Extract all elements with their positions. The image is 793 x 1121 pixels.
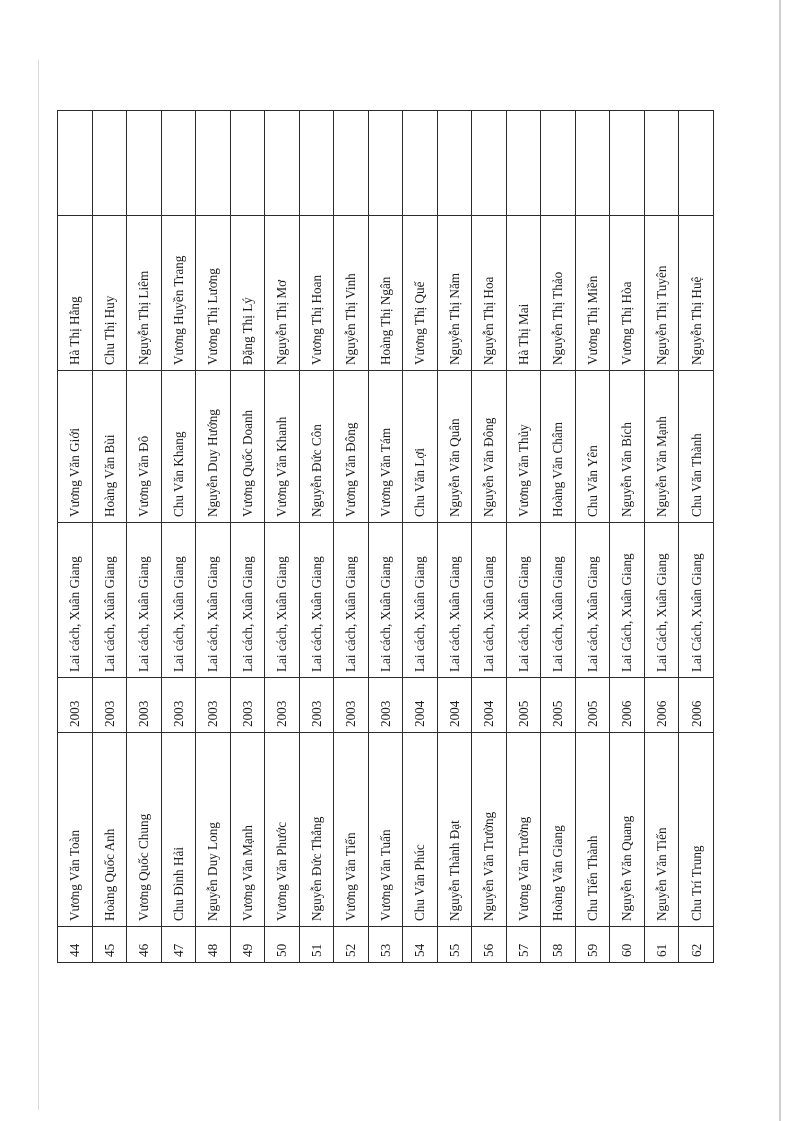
mother-name-cell: Nguyễn Thị Tuyên bbox=[644, 216, 679, 371]
address-cell: Lai cách, Xuân Giang bbox=[403, 523, 438, 678]
mother-name-cell: Vương Thị Hoan bbox=[299, 216, 334, 371]
full-name-cell: Nguyễn Văn Trường bbox=[472, 733, 507, 927]
note-cell bbox=[58, 111, 93, 216]
address-cell: Lai cách, Xuân Giang bbox=[161, 523, 196, 678]
full-name-cell: Vương Văn Tuấn bbox=[368, 733, 403, 927]
father-name-cell: Vương Văn Đông bbox=[334, 371, 369, 523]
row-number-cell: 61 bbox=[644, 927, 679, 963]
address-cell: Lai Cách, Xuân Giang bbox=[679, 523, 714, 678]
birth-year-cell: 2006 bbox=[679, 678, 714, 733]
full-name-cell: Chu Đình Hải bbox=[161, 733, 196, 927]
row-number-cell: 58 bbox=[541, 927, 576, 963]
father-name-cell: Nguyễn Văn Bích bbox=[610, 371, 645, 523]
table-row bbox=[265, 111, 300, 963]
birth-year-cell: 2003 bbox=[161, 678, 196, 733]
table-row bbox=[334, 111, 369, 963]
mother-name-cell: Nguyễn Thị Vinh bbox=[334, 216, 369, 371]
address-cell: Lai Cách, Xuân Giang bbox=[610, 523, 645, 678]
table-row bbox=[610, 111, 645, 963]
address-cell: Lai cách, Xuân Giang bbox=[437, 523, 472, 678]
address-cell: Lai cách, Xuân Giang bbox=[575, 523, 610, 678]
full-name-cell: Vương Văn Tiến bbox=[334, 733, 369, 927]
father-name-cell: Nguyễn Văn Đông bbox=[472, 371, 507, 523]
roster-table bbox=[57, 110, 714, 963]
full-name-cell: Chu Tiến Thành bbox=[575, 733, 610, 927]
table-row bbox=[196, 111, 231, 963]
row-number-cell: 60 bbox=[610, 927, 645, 963]
row-number-cell: 54 bbox=[403, 927, 438, 963]
table-row bbox=[437, 111, 472, 963]
birth-year-cell: 2006 bbox=[610, 678, 645, 733]
note-cell bbox=[541, 111, 576, 216]
note-cell bbox=[368, 111, 403, 216]
full-name-cell: Chu Trí Trung bbox=[679, 733, 714, 927]
mother-name-cell: Nguyễn Thị Huệ bbox=[679, 216, 714, 371]
table-row bbox=[403, 111, 438, 963]
table-row bbox=[127, 111, 162, 963]
mother-name-cell: Vương Thị Hòa bbox=[610, 216, 645, 371]
father-name-cell: Hoàng Văn Châm bbox=[541, 371, 576, 523]
birth-year-cell: 2004 bbox=[403, 678, 438, 733]
table-row bbox=[299, 111, 334, 963]
mother-name-cell: Vương Thị Miền bbox=[575, 216, 610, 371]
father-name-cell: Chu Văn Khang bbox=[161, 371, 196, 523]
address-cell: Lai cách, Xuân Giang bbox=[58, 523, 93, 678]
table-row bbox=[644, 111, 679, 963]
row-number-cell: 55 bbox=[437, 927, 472, 963]
table-row bbox=[58, 111, 93, 963]
table-row bbox=[541, 111, 576, 963]
mother-name-cell: Nguyễn Thị Thảo bbox=[541, 216, 576, 371]
note-cell bbox=[299, 111, 334, 216]
mother-name-cell: Hoàng Thị Ngân bbox=[368, 216, 403, 371]
address-cell: Lai cách, Xuân Giang bbox=[196, 523, 231, 678]
full-name-cell: Vương Văn Trường bbox=[506, 733, 541, 927]
father-name-cell: Nguyễn Văn Mạnh bbox=[644, 371, 679, 523]
note-cell bbox=[265, 111, 300, 216]
father-name-cell: Vương Văn Thủy bbox=[506, 371, 541, 523]
row-number-cell: 47 bbox=[161, 927, 196, 963]
table-row bbox=[472, 111, 507, 963]
birth-year-cell: 2003 bbox=[368, 678, 403, 733]
father-name-cell: Nguyễn Duy Hướng bbox=[196, 371, 231, 523]
table-row bbox=[230, 111, 265, 963]
birth-year-cell: 2003 bbox=[127, 678, 162, 733]
full-name-cell: Chu Văn Phúc bbox=[403, 733, 438, 927]
scan-edge-left bbox=[38, 60, 39, 1110]
row-number-cell: 48 bbox=[196, 927, 231, 963]
birth-year-cell: 2003 bbox=[334, 678, 369, 733]
father-name-cell: Chu Văn Thành bbox=[679, 371, 714, 523]
father-name-cell: Chu Văn Yên bbox=[575, 371, 610, 523]
note-cell bbox=[161, 111, 196, 216]
full-name-cell: Nguyễn Thành Đạt bbox=[437, 733, 472, 927]
table-row bbox=[679, 111, 714, 963]
birth-year-cell: 2005 bbox=[506, 678, 541, 733]
full-name-cell: Nguyễn Đức Thắng bbox=[299, 733, 334, 927]
table-row bbox=[575, 111, 610, 963]
birth-year-cell: 2004 bbox=[437, 678, 472, 733]
birth-year-cell: 2003 bbox=[265, 678, 300, 733]
full-name-cell: Vương Văn Mạnh bbox=[230, 733, 265, 927]
father-name-cell: Nguyễn Đức Côn bbox=[299, 371, 334, 523]
father-name-cell: Vương Văn Khanh bbox=[265, 371, 300, 523]
scan-edge-right bbox=[779, 0, 781, 1121]
full-name-cell: Nguyễn Văn Tiến bbox=[644, 733, 679, 927]
address-cell: Lai cách, Xuân Giang bbox=[541, 523, 576, 678]
note-cell bbox=[92, 111, 127, 216]
mother-name-cell: Hà Thị Mai bbox=[506, 216, 541, 371]
row-number-cell: 59 bbox=[575, 927, 610, 963]
roster-table-body bbox=[58, 111, 714, 963]
birth-year-cell: 2003 bbox=[230, 678, 265, 733]
row-number-cell: 45 bbox=[92, 927, 127, 963]
rotated-table-container bbox=[57, 111, 714, 963]
father-name-cell: Chu Văn Lợi bbox=[403, 371, 438, 523]
row-number-cell: 49 bbox=[230, 927, 265, 963]
row-number-cell: 44 bbox=[58, 927, 93, 963]
row-number-cell: 57 bbox=[506, 927, 541, 963]
mother-name-cell: Vương Thị Quế bbox=[403, 216, 438, 371]
birth-year-cell: 2003 bbox=[58, 678, 93, 733]
address-cell: Lai cách, Xuân Giang bbox=[334, 523, 369, 678]
row-number-cell: 51 bbox=[299, 927, 334, 963]
address-cell: Lai Cách, Xuân Giang bbox=[644, 523, 679, 678]
mother-name-cell: Nguyễn Thị Liêm bbox=[127, 216, 162, 371]
note-cell bbox=[334, 111, 369, 216]
full-name-cell: Vương Văn Toàn bbox=[58, 733, 93, 927]
note-cell bbox=[644, 111, 679, 216]
address-cell: Lai cách, Xuân Giang bbox=[506, 523, 541, 678]
note-cell bbox=[472, 111, 507, 216]
full-name-cell: Nguyễn Văn Quang bbox=[610, 733, 645, 927]
mother-name-cell: Chu Thị Huy bbox=[92, 216, 127, 371]
address-cell: Lai cách, Xuân Giang bbox=[368, 523, 403, 678]
note-cell bbox=[610, 111, 645, 216]
birth-year-cell: 2004 bbox=[472, 678, 507, 733]
birth-year-cell: 2005 bbox=[575, 678, 610, 733]
mother-name-cell: Vương Thị Lương bbox=[196, 216, 231, 371]
row-number-cell: 53 bbox=[368, 927, 403, 963]
father-name-cell: Hoàng Văn Bùi bbox=[92, 371, 127, 523]
mother-name-cell: Nguyễn Thị Hoa bbox=[472, 216, 507, 371]
table-row bbox=[92, 111, 127, 963]
full-name-cell: Vương Văn Phước bbox=[265, 733, 300, 927]
note-cell bbox=[575, 111, 610, 216]
note-cell bbox=[403, 111, 438, 216]
note-cell bbox=[196, 111, 231, 216]
row-number-cell: 62 bbox=[679, 927, 714, 963]
row-number-cell: 46 bbox=[127, 927, 162, 963]
table-row bbox=[161, 111, 196, 963]
note-cell bbox=[230, 111, 265, 216]
father-name-cell: Vương Văn Giới bbox=[58, 371, 93, 523]
note-cell bbox=[437, 111, 472, 216]
mother-name-cell: Đặng Thị Lý bbox=[230, 216, 265, 371]
note-cell bbox=[506, 111, 541, 216]
mother-name-cell: Vương Huyền Trang bbox=[161, 216, 196, 371]
mother-name-cell: Nguyễn Thị Mơ bbox=[265, 216, 300, 371]
address-cell: Lai cách, Xuân Giang bbox=[127, 523, 162, 678]
mother-name-cell: Hà Thị Hằng bbox=[58, 216, 93, 371]
address-cell: Lai cách, Xuân Giang bbox=[265, 523, 300, 678]
address-cell: Lai cách, Xuân Giang bbox=[299, 523, 334, 678]
father-name-cell: Vương Quốc Doanh bbox=[230, 371, 265, 523]
note-cell bbox=[679, 111, 714, 216]
address-cell: Lai cách, Xuân Giang bbox=[472, 523, 507, 678]
birth-year-cell: 2006 bbox=[644, 678, 679, 733]
full-name-cell: Nguyễn Duy Long bbox=[196, 733, 231, 927]
father-name-cell: Vương Văn Tám bbox=[368, 371, 403, 523]
full-name-cell: Hoàng Văn Giang bbox=[541, 733, 576, 927]
birth-year-cell: 2003 bbox=[299, 678, 334, 733]
table-row bbox=[506, 111, 541, 963]
address-cell: Lai cách, Xuân Giang bbox=[230, 523, 265, 678]
address-cell: Lai cách, Xuân Giang bbox=[92, 523, 127, 678]
row-number-cell: 50 bbox=[265, 927, 300, 963]
birth-year-cell: 2005 bbox=[541, 678, 576, 733]
father-name-cell: Vương Văn Đô bbox=[127, 371, 162, 523]
row-number-cell: 56 bbox=[472, 927, 507, 963]
birth-year-cell: 2003 bbox=[196, 678, 231, 733]
table-row bbox=[368, 111, 403, 963]
mother-name-cell: Nguyễn Thị Năm bbox=[437, 216, 472, 371]
father-name-cell: Nguyễn Văn Quân bbox=[437, 371, 472, 523]
full-name-cell: Vương Quốc Chung bbox=[127, 733, 162, 927]
birth-year-cell: 2003 bbox=[92, 678, 127, 733]
row-number-cell: 52 bbox=[334, 927, 369, 963]
full-name-cell: Hoàng Quốc Anh bbox=[92, 733, 127, 927]
note-cell bbox=[127, 111, 162, 216]
